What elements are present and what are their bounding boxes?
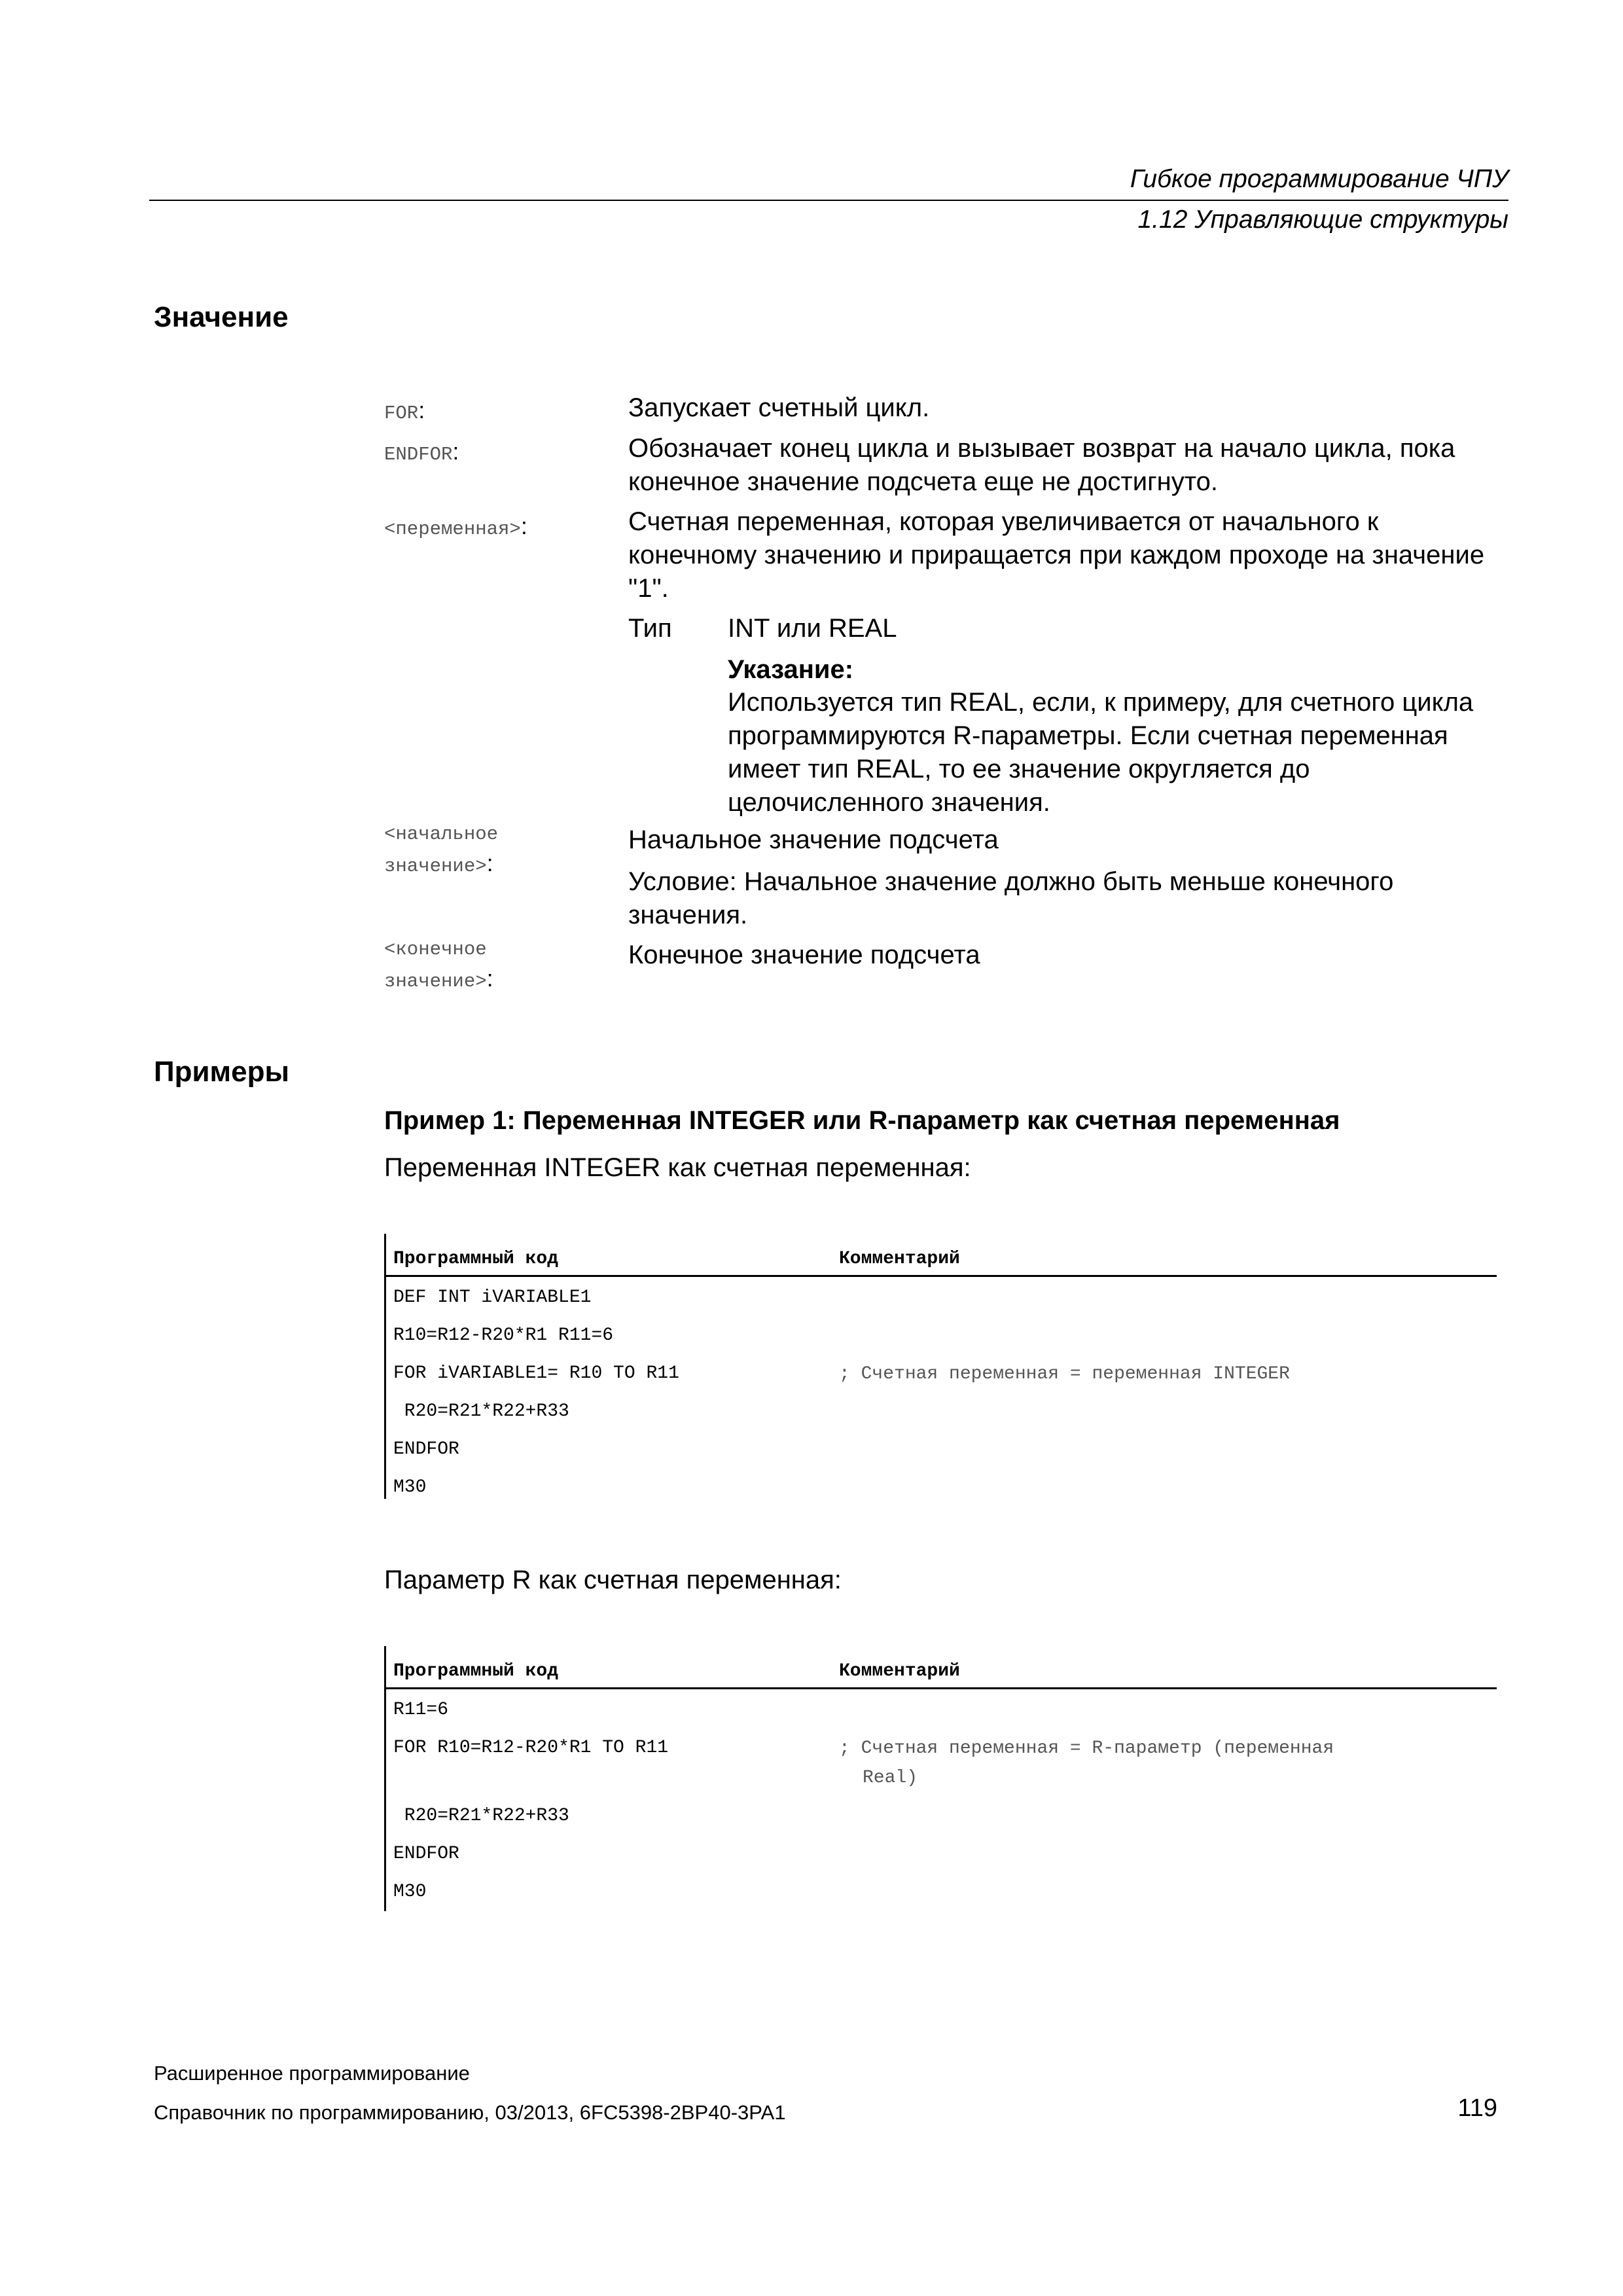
code-line: M30 [393,1882,427,1902]
code-table-integer [384,1234,1497,1499]
code-comment-continuation: Real) [863,1768,918,1788]
example1-intro-r-param: Параметр R как счетная переменная: [384,1566,842,1594]
code-line: R10=R12-R20*R1 R11=6 [393,1325,614,1346]
example1-heading: Пример 1: Переменная INTEGER или R-параметр как счетная переменная [384,1106,1340,1135]
desc-start-value: Начальное значение подсчета [628,825,999,854]
desc-variable: Счетная переменная, которая увеличивается от начального к конечному значению и приращается при каждом проходе на значение "1". [628,507,1485,603]
term-variable: <переменная>: [384,512,527,540]
column-header-code: Программный код [393,1249,559,1269]
term-endfor: ENDFOR: [384,438,459,465]
code-comment: ; Счетная переменная = переменная INTEGER [839,1364,1290,1384]
note-heading: Указание: [728,655,854,684]
note-text: Используется тип REAL, если, к примеру, для счетного цикла программируются R-параметры. Если счетная переменная имеет тип REAL, то ее значение округляется до целочисленного значения. [728,688,1474,817]
code-table-r-param [384,1646,1497,1911]
term-end-value: <конечное значение>: [384,939,493,992]
code-comment: ; Счетная переменная = R-параметр (переменная [839,1738,1334,1759]
code-line: R11=6 [393,1700,449,1720]
header-rule [149,200,1508,201]
term-start-value: <начальное значение>: [384,823,499,877]
code-line: R20=R21*R22+R33 [393,1401,569,1422]
footer-title: Расширенное программирование [154,2062,470,2085]
table-header-rule [384,1687,1497,1689]
code-line: ENDFOR [393,1439,459,1460]
examples-heading: Примеры [154,1056,290,1088]
table-left-rule [384,1234,386,1499]
column-header-comment: Комментарий [839,1249,960,1269]
page-number: 119 [1457,2094,1497,2122]
code-line: FOR iVARIABLE1= R10 TO R11 [393,1363,679,1384]
example1-intro: Переменная INTEGER как счетная переменная: [384,1153,971,1182]
start-value-condition: Условие: Начальное значение должно быть меньше конечного значения. [628,867,1394,929]
code-line: FOR R10=R12-R20*R1 TO R11 [393,1738,669,1758]
meaning-heading: Значение [154,301,289,333]
table-left-rule [384,1646,386,1911]
code-line: M30 [393,1477,427,1498]
footer-reference: Справочник по программированию, 03/2013, 6FC5398-2BP40-3PA1 [154,2101,786,2124]
desc-endfor: Обозначает конец цикла и вызывает возврат на начало цикла, пока конечное значение подсчета еще не достигнуто. [628,434,1455,496]
running-header-chapter: Гибкое программирование ЧПУ [1130,165,1508,193]
table-header-rule [384,1275,1497,1277]
running-header-section: 1.12 Управляющие структуры [1137,206,1508,234]
type-label: Тип [628,614,672,643]
code-line: R20=R21*R22+R33 [393,1806,569,1826]
type-value: INT или REAL [728,614,897,643]
desc-end-value: Конечное значение подсчета [628,941,980,969]
code-line: DEF INT iVARIABLE1 [393,1287,592,1308]
code-line: ENDFOR [393,1844,459,1864]
column-header-comment: Комментарий [839,1661,960,1681]
column-header-code: Программный код [393,1661,559,1681]
desc-for: Запускает счетный цикл. [628,393,930,422]
term-for: FOR: [384,397,425,424]
